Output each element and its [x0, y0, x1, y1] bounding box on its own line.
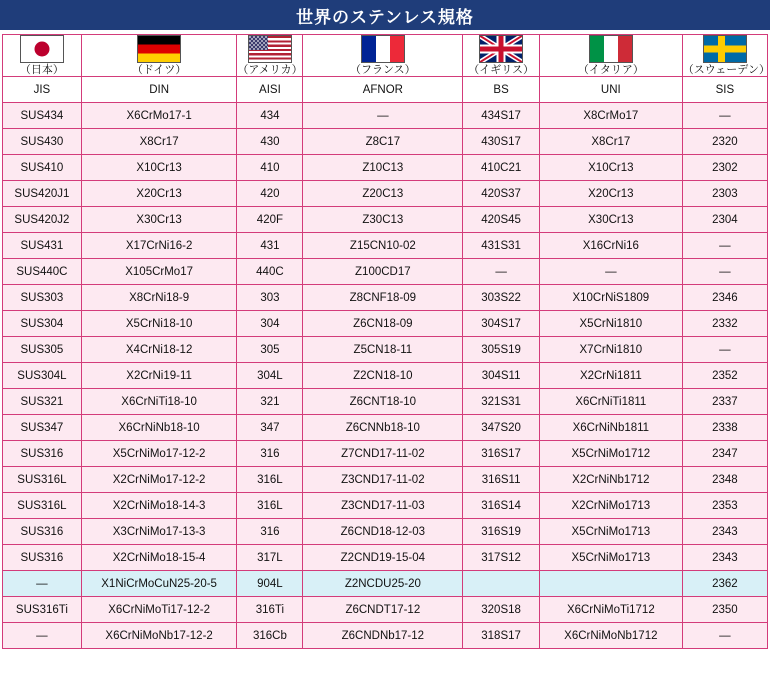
flag-cell-italy — [539, 35, 682, 77]
cell-bs: 321S31 — [463, 389, 540, 415]
cell-din: X6CrMo17-1 — [81, 103, 237, 129]
table-row — [3, 337, 768, 363]
table-row — [3, 493, 768, 519]
cell-jis: SUS410 — [3, 155, 82, 181]
cell-bs: 430S17 — [463, 129, 540, 155]
table-row — [3, 623, 768, 649]
cell-bs: — — [463, 259, 540, 285]
cell-din: X17CrNi16-2 — [81, 233, 237, 259]
table-row — [3, 389, 768, 415]
flag-cell-france — [303, 35, 463, 77]
column-header-aisi: AISI — [237, 77, 303, 103]
cell-uni: X16CrNi16 — [539, 233, 682, 259]
cell-afnor: Z10C13 — [303, 155, 463, 181]
column-header-bs: BS — [463, 77, 540, 103]
cell-jis: SUS303 — [3, 285, 82, 311]
cell-sis: 2352 — [682, 363, 767, 389]
column-header-afnor: AFNOR — [303, 77, 463, 103]
cell-afnor: Z2NCDU25-20 — [303, 571, 463, 597]
cell-afnor: Z6CNDNb17-12 — [303, 623, 463, 649]
cell-aisi: 420F — [237, 207, 303, 233]
column-header-jis: JIS — [3, 77, 82, 103]
cell-sis: 2350 — [682, 597, 767, 623]
cell-uni: X2CrNi1811 — [539, 363, 682, 389]
cell-din: X6CrNiMoTi17-12-2 — [81, 597, 237, 623]
cell-sis: — — [682, 103, 767, 129]
table-row — [3, 415, 768, 441]
cell-bs: 316S14 — [463, 493, 540, 519]
cell-afnor: Z100CD17 — [303, 259, 463, 285]
country-label-france: （フランス） — [350, 64, 416, 76]
cell-uni: X30Cr13 — [539, 207, 682, 233]
cell-din: X3CrNiMo17-13-3 — [81, 519, 237, 545]
cell-afnor: Z6CNDT17-12 — [303, 597, 463, 623]
cell-bs: 304S11 — [463, 363, 540, 389]
cell-aisi: 347 — [237, 415, 303, 441]
uk-flag-icon — [479, 35, 523, 63]
cell-aisi: 431 — [237, 233, 303, 259]
flag-cell-usa — [237, 35, 303, 77]
cell-din: X2CrNi19-11 — [81, 363, 237, 389]
cell-aisi: 420 — [237, 181, 303, 207]
table-row — [3, 155, 768, 181]
cell-bs — [463, 571, 540, 597]
cell-jis: SUS420J2 — [3, 207, 82, 233]
cell-uni: X5CrNiMo1712 — [539, 441, 682, 467]
column-header-din: DIN — [81, 77, 237, 103]
cell-bs: 317S12 — [463, 545, 540, 571]
cell-jis: SUS304 — [3, 311, 82, 337]
cell-jis: SUS316 — [3, 545, 82, 571]
cell-sis: 2346 — [682, 285, 767, 311]
cell-jis: SUS321 — [3, 389, 82, 415]
germany-flag-icon — [137, 35, 181, 63]
cell-jis: — — [3, 571, 82, 597]
cell-din: X10Cr13 — [81, 155, 237, 181]
cell-aisi: 316L — [237, 493, 303, 519]
cell-uni: X20Cr13 — [539, 181, 682, 207]
cell-jis: SUS430 — [3, 129, 82, 155]
table-row — [3, 597, 768, 623]
flag-header-row — [3, 35, 768, 77]
country-label-italy: （イタリア） — [577, 64, 644, 76]
cell-sis: 2304 — [682, 207, 767, 233]
cell-jis: SUS304L — [3, 363, 82, 389]
cell-din: X6CrNiNb18-10 — [81, 415, 237, 441]
cell-sis: 2347 — [682, 441, 767, 467]
country-label-germany: （ドイツ） — [131, 64, 187, 76]
flag-cell-sweden — [682, 35, 770, 77]
table-row — [3, 571, 768, 597]
cell-din: X8Cr17 — [81, 129, 237, 155]
table-row — [3, 441, 768, 467]
cell-afnor: — — [303, 103, 463, 129]
cell-bs: 420S37 — [463, 181, 540, 207]
cell-din: X2CrNiMo18-14-3 — [81, 493, 237, 519]
cell-jis: SUS440C — [3, 259, 82, 285]
cell-afnor: Z5CN18-11 — [303, 337, 463, 363]
column-header-sis: SIS — [682, 77, 767, 103]
france-flag-icon — [361, 35, 405, 63]
cell-sis: 2332 — [682, 311, 767, 337]
table-row — [3, 129, 768, 155]
cell-bs: 434S17 — [463, 103, 540, 129]
cell-sis: 2348 — [682, 467, 767, 493]
cell-afnor: Z7CND17-11-02 — [303, 441, 463, 467]
cell-aisi: 304L — [237, 363, 303, 389]
cell-uni: X8Cr17 — [539, 129, 682, 155]
table-row — [3, 285, 768, 311]
country-label-usa: （アメリカ） — [237, 64, 303, 76]
cell-jis: SUS316L — [3, 467, 82, 493]
cell-bs: 420S45 — [463, 207, 540, 233]
cell-bs: 318S17 — [463, 623, 540, 649]
table-row — [3, 311, 768, 337]
cell-uni: X2CrNiMo1713 — [539, 493, 682, 519]
cell-aisi: 430 — [237, 129, 303, 155]
cell-bs: 347S20 — [463, 415, 540, 441]
cell-aisi: 410 — [237, 155, 303, 181]
cell-uni: X7CrNi1810 — [539, 337, 682, 363]
table-row — [3, 103, 768, 129]
cell-uni: X2CrNiNb1712 — [539, 467, 682, 493]
cell-bs: 305S19 — [463, 337, 540, 363]
cell-din: X6CrNiTi18-10 — [81, 389, 237, 415]
cell-uni: X10CrNiS1809 — [539, 285, 682, 311]
cell-afnor: Z3CND17-11-02 — [303, 467, 463, 493]
cell-din: X2CrNiMo17-12-2 — [81, 467, 237, 493]
cell-sis: — — [682, 233, 767, 259]
cell-din: X2CrNiMo18-15-4 — [81, 545, 237, 571]
cell-uni: X6CrNiMoTi1712 — [539, 597, 682, 623]
cell-uni — [539, 571, 682, 597]
cell-uni: X5CrNiMo1713 — [539, 545, 682, 571]
cell-uni: — — [539, 259, 682, 285]
cell-afnor: Z8CNF18-09 — [303, 285, 463, 311]
cell-bs: 316S19 — [463, 519, 540, 545]
cell-jis: SUS305 — [3, 337, 82, 363]
usa-flag-icon — [248, 35, 292, 63]
cell-sis: 2362 — [682, 571, 767, 597]
cell-jis: — — [3, 623, 82, 649]
cell-aisi: 304 — [237, 311, 303, 337]
cell-sis: 2343 — [682, 519, 767, 545]
cell-aisi: 303 — [237, 285, 303, 311]
cell-aisi: 434 — [237, 103, 303, 129]
column-header-uni: UNI — [539, 77, 682, 103]
cell-aisi: 316L — [237, 467, 303, 493]
cell-din: X30Cr13 — [81, 207, 237, 233]
cell-afnor: Z15CN10-02 — [303, 233, 463, 259]
standards-table — [2, 34, 768, 649]
cell-afnor: Z2CND19-15-04 — [303, 545, 463, 571]
cell-bs: 316S17 — [463, 441, 540, 467]
flag-cell-japan — [3, 35, 82, 77]
cell-afnor: Z30C13 — [303, 207, 463, 233]
cell-din: X5CrNiMo17-12-2 — [81, 441, 237, 467]
cell-din: X8CrNi18-9 — [81, 285, 237, 311]
cell-jis: SUS316 — [3, 441, 82, 467]
country-label-japan: （日本） — [19, 64, 64, 76]
cell-bs: 316S11 — [463, 467, 540, 493]
cell-uni: X8CrMo17 — [539, 103, 682, 129]
cell-uni: X6CrNiTi1811 — [539, 389, 682, 415]
table-row — [3, 545, 768, 571]
cell-aisi: 321 — [237, 389, 303, 415]
cell-uni: X6CrNiNb1811 — [539, 415, 682, 441]
country-label-uk: （イギリス） — [468, 64, 534, 76]
cell-din: X1NiCrMoCuN25-20-5 — [81, 571, 237, 597]
cell-sis: 2338 — [682, 415, 767, 441]
cell-sis: 2353 — [682, 493, 767, 519]
cell-jis: SUS434 — [3, 103, 82, 129]
cell-sis: 2320 — [682, 129, 767, 155]
cell-jis: SUS316L — [3, 493, 82, 519]
cell-aisi: 316Ti — [237, 597, 303, 623]
cell-sis: — — [682, 337, 767, 363]
cell-sis: 2302 — [682, 155, 767, 181]
cell-aisi: 440C — [237, 259, 303, 285]
cell-aisi: 316 — [237, 519, 303, 545]
cell-afnor: Z3CND17-11-03 — [303, 493, 463, 519]
cell-afnor: Z6CND18-12-03 — [303, 519, 463, 545]
table-row — [3, 363, 768, 389]
table-row — [3, 259, 768, 285]
cell-uni: X5CrNi1810 — [539, 311, 682, 337]
cell-jis: SUS316Ti — [3, 597, 82, 623]
table-row — [3, 519, 768, 545]
cell-bs: 320S18 — [463, 597, 540, 623]
cell-afnor: Z8C17 — [303, 129, 463, 155]
cell-jis: SUS316 — [3, 519, 82, 545]
table-row — [3, 181, 768, 207]
cell-din: X5CrNi18-10 — [81, 311, 237, 337]
japan-flag-icon — [20, 35, 64, 63]
cell-sis: 2337 — [682, 389, 767, 415]
flag-cell-germany — [81, 35, 237, 77]
cell-jis: SUS347 — [3, 415, 82, 441]
cell-aisi: 305 — [237, 337, 303, 363]
cell-bs: 410C21 — [463, 155, 540, 181]
cell-afnor: Z6CN18-09 — [303, 311, 463, 337]
cell-aisi: 316 — [237, 441, 303, 467]
cell-din: X6CrNiMoNb17-12-2 — [81, 623, 237, 649]
cell-afnor: Z20C13 — [303, 181, 463, 207]
italy-flag-icon — [589, 35, 633, 63]
cell-sis: 2343 — [682, 545, 767, 571]
sweden-flag-icon — [703, 35, 747, 63]
cell-jis: SUS431 — [3, 233, 82, 259]
flag-cell-uk — [463, 35, 540, 77]
cell-din: X4CrNi18-12 — [81, 337, 237, 363]
cell-bs: 304S17 — [463, 311, 540, 337]
cell-afnor: Z2CN18-10 — [303, 363, 463, 389]
cell-din: X105CrMo17 — [81, 259, 237, 285]
cell-uni: X10Cr13 — [539, 155, 682, 181]
cell-uni: X6CrNiMoNb1712 — [539, 623, 682, 649]
cell-uni: X5CrNiMo1713 — [539, 519, 682, 545]
cell-din: X20Cr13 — [81, 181, 237, 207]
cell-sis: — — [682, 623, 767, 649]
cell-aisi: 316Cb — [237, 623, 303, 649]
standard-header-row — [3, 77, 768, 103]
country-label-sweden: （スウェーデン） — [682, 64, 770, 76]
cell-jis: SUS420J1 — [3, 181, 82, 207]
table-row — [3, 233, 768, 259]
cell-aisi: 317L — [237, 545, 303, 571]
table-row — [3, 467, 768, 493]
cell-bs: 303S22 — [463, 285, 540, 311]
cell-afnor: Z6CNT18-10 — [303, 389, 463, 415]
cell-afnor: Z6CNNb18-10 — [303, 415, 463, 441]
cell-bs: 431S31 — [463, 233, 540, 259]
cell-sis: 2303 — [682, 181, 767, 207]
table-row — [3, 207, 768, 233]
cell-aisi: 904L — [237, 571, 303, 597]
cell-sis: — — [682, 259, 767, 285]
page-title: 世界のステンレス規格 — [0, 0, 770, 30]
